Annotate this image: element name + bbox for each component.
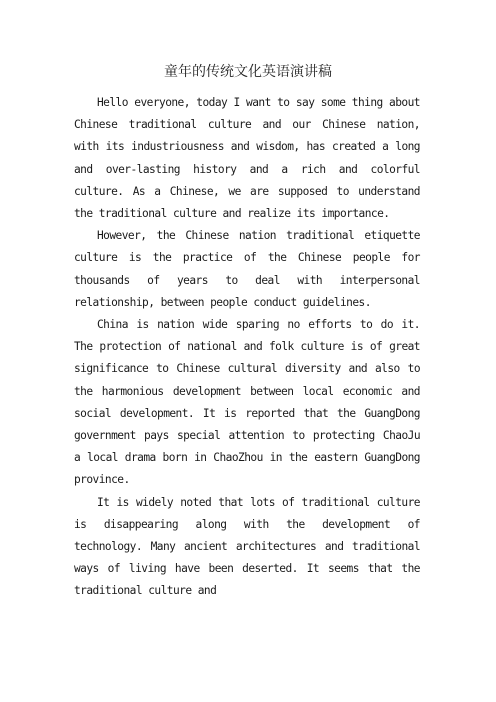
document-body xyxy=(74,92,420,603)
document-title: 童年的传统文化英语演讲稿 xyxy=(164,64,332,80)
paragraph-1: Hello everyone, today I want to say some thing about Chinese traditional culture and our Chinese nation, with its industriousness and wisdom, has created a long and over-lasting history and a rich and colorful culture. As a Chinese, we are supposed to understand the traditional culture and realize its importance. xyxy=(74,96,420,221)
paragraph-2: However, the Chinese nation traditional etiquette culture is the practice of the Chinese people for thousands of years to deal with interpersonal relationship, between people conduct guidelines. xyxy=(74,229,420,309)
paragraph-3: China is nation wide sparing no efforts to do it. The protection of national and folk culture is of great significance to Chinese cultural diversity and also to the harmonious development between local economic and social development. It is reported that the GuangDong government pays special attention to protecting ChaoJu a local drama born in ChaoZhou in the eastern GuangDong province. xyxy=(74,318,420,487)
paragraph-4: It is widely noted that lots of traditional culture is disappearing along with the development of technology. Many ancient architectures and traditional ways of living have been deserted. It seems that the traditional culture and xyxy=(74,495,420,598)
